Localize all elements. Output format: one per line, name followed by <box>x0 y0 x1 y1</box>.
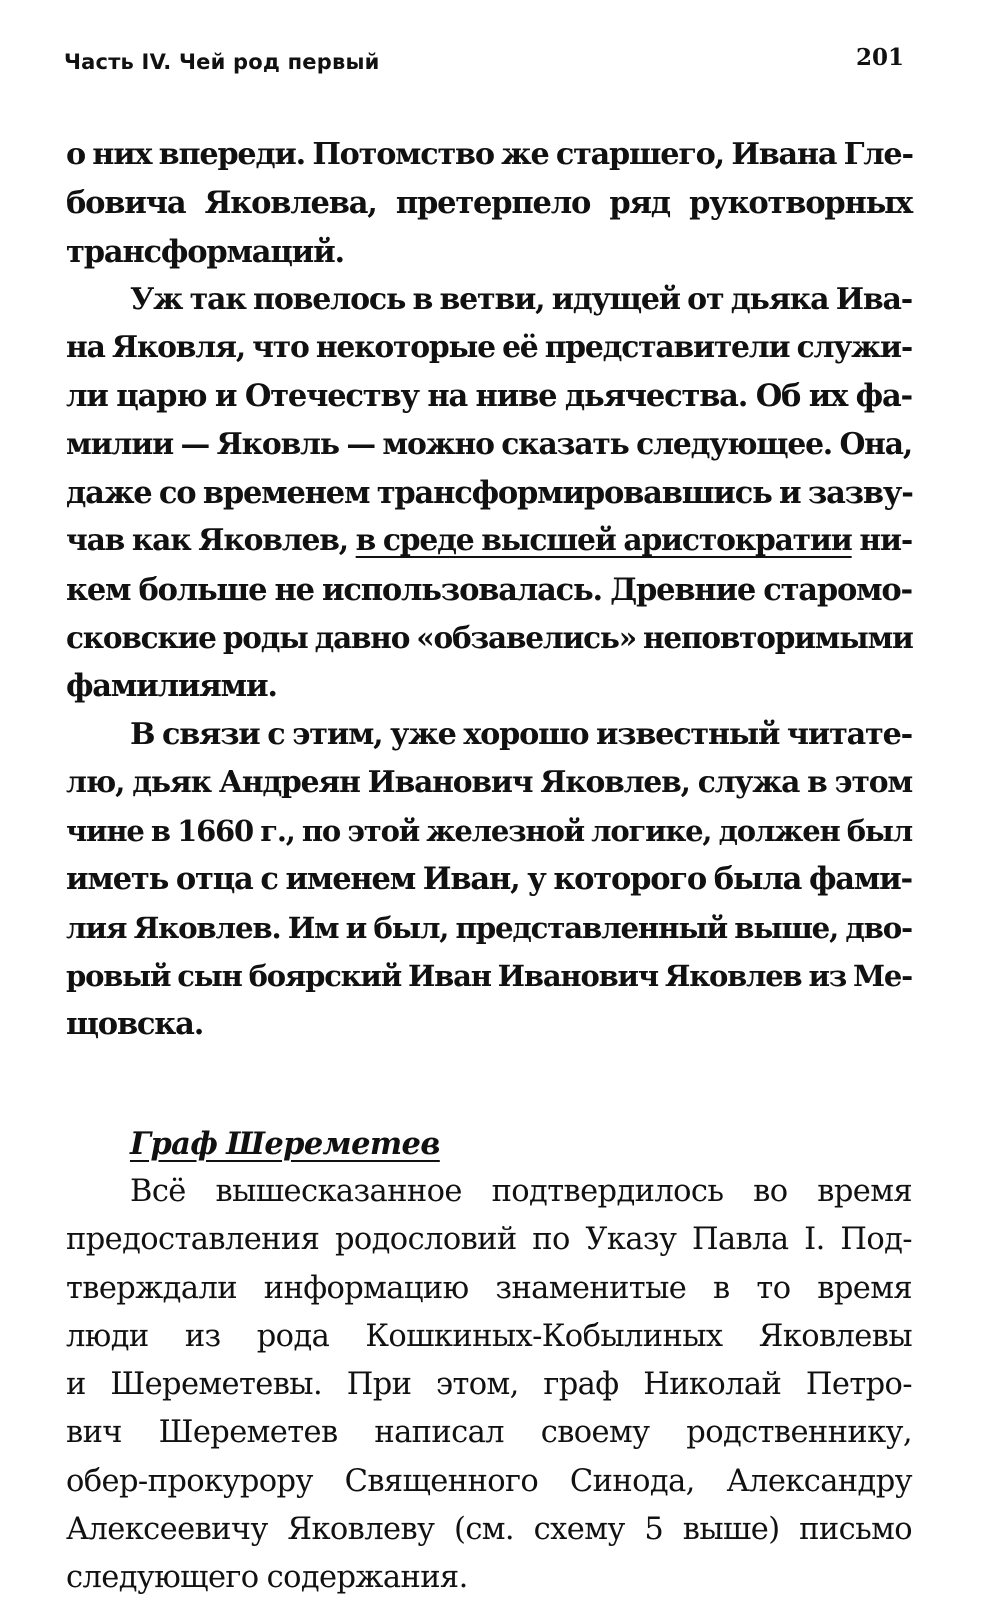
text-span: чав как Яковлев, <box>66 523 356 559</box>
text-line: В связи с этим, уже хорошо известный читате- <box>130 716 912 752</box>
text-line: щовска. <box>66 1006 204 1043</box>
text-line: следующего содержания. <box>66 1560 468 1596</box>
text-line: предоставления родословий по Указу Павла I. Под- <box>66 1222 912 1258</box>
text-line: трансформаций. <box>66 233 344 270</box>
text-line: сковские роды давно «обзавелись» неповторимыми <box>66 619 913 655</box>
text-line: бовича Яковлева, претерпело ряд рукотворных <box>66 185 912 222</box>
text-line: Уж так повелось в ветви, идущей от дьяка Ива- <box>130 281 912 317</box>
paragraph-3 <box>66 711 912 1049</box>
body-text <box>66 131 912 1603</box>
text-line: тверждали информацию знаменитые в то время <box>66 1270 912 1306</box>
text-line: ли царю и Отечеству на ниве дьячества. Об их фа- <box>66 378 912 415</box>
text-line: милии — Яковль — можно сказать следующее. Она, <box>66 426 912 462</box>
text-line: обер-прокурору Священного Синода, Александру <box>66 1463 912 1499</box>
underlined-phrase: в среде высшей аристократии <box>355 523 852 559</box>
section-sheremetev <box>66 1120 912 1603</box>
section-heading: Граф Шереметев <box>130 1125 440 1162</box>
text-line: вич Шереметев написал своему родственнику, <box>66 1415 912 1451</box>
section-gap <box>66 1049 912 1120</box>
text-line: лю, дьяк Андреян Иванович Яковлев, служа в этом <box>66 764 912 800</box>
text-line: даже со временем трансформировавшись и зазву- <box>66 475 913 512</box>
paragraph-2 <box>66 276 912 711</box>
text-line <box>66 517 912 565</box>
text-span: ни- <box>851 523 913 559</box>
text-line: ровый сын боярский Иван Иванович Яковлев из Ме- <box>66 959 912 994</box>
text-line: иметь отца с именем Иван, у которого была фами- <box>66 861 912 898</box>
text-line: о них впереди. Потомство же старшего, Ивана Гле- <box>66 137 913 172</box>
text-line: фамилиями. <box>66 668 277 705</box>
text-line: кем больше не использовалась. Древние старомо- <box>66 571 912 608</box>
text-line: люди из рода Кошкиных-Кобылиных Яковлевы <box>66 1318 912 1354</box>
text-line: и Шереметевы. При этом, граф Николай Петро- <box>66 1367 912 1403</box>
running-head: Часть IV. Чей род первый <box>64 50 380 74</box>
text-line: на Яковля, что некоторые её представители служи- <box>66 330 912 366</box>
paragraph-1 <box>66 131 912 276</box>
text-line: чине в 1660 г., по этой железной логике, должен был <box>66 814 912 849</box>
page-number: 201 <box>855 44 904 71</box>
text-line: лия Яковлев. Им и был, представленный выше, дво- <box>66 910 912 945</box>
text-line: Всё вышесказанное подтвердилось во время <box>130 1173 912 1209</box>
text-line: Алексеевичу Яковлеву (см. схему 5 выше) письмо <box>66 1512 912 1548</box>
section-heading-line <box>66 1120 912 1168</box>
